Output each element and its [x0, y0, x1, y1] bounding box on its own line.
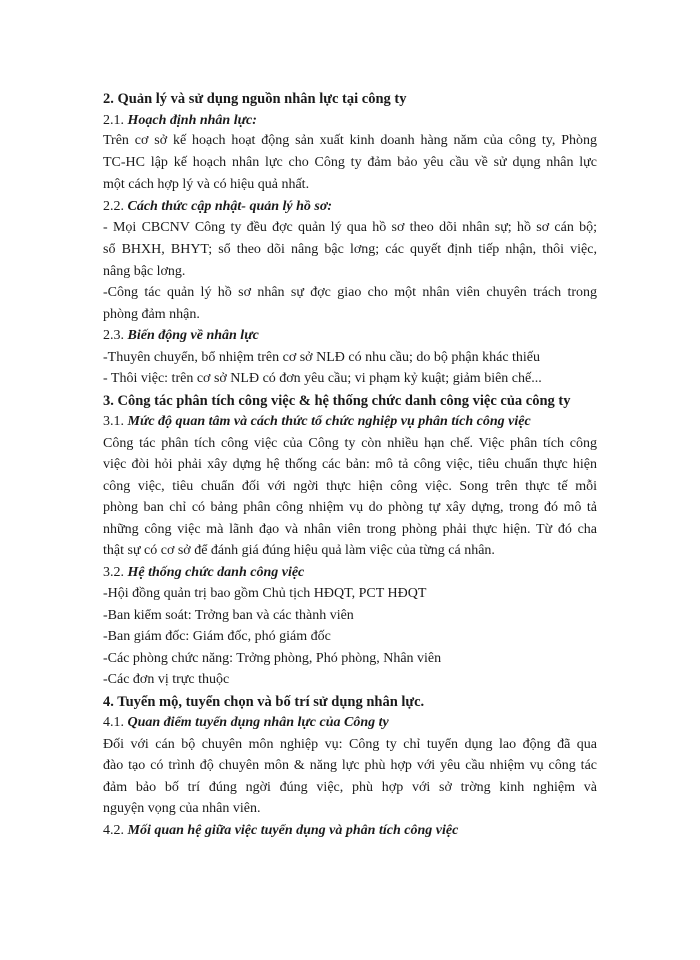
section-heading-2: 2. Quản lý và sử dụng nguồn nhân lực tại công ty — [103, 91, 407, 107]
subheading-title: Mức độ quan tâm và cách thức tổ chức nghiệp vụ phân tích công việc — [127, 414, 531, 429]
paragraph-line: nâng bậc lơng. — [103, 264, 186, 279]
subheading-2-3 — [103, 327, 259, 345]
subheading-title: Hệ thống chức danh công việc — [127, 565, 305, 580]
list-item: -Hội đồng quản trị bao gồm Chủ tịch HĐQT, PCT HĐQT — [103, 586, 427, 601]
subheading-4-2 — [103, 822, 458, 840]
paragraph-line: TC-HC lập kế hoạch nhân lực cho Công ty đảm bảo yêu cầu về sử dụng nhân lực — [103, 155, 597, 170]
paragraph-line: đào tạo có trình độ chuyên môn & năng lực phù hợp với yêu cầu nhiệm vụ công tác — [103, 758, 597, 773]
subheading-number: 2.1. — [103, 113, 124, 128]
paragraph-line: Công tác phân tích công việc của Công ty còn nhiều hạn chế. Việc phân tích công — [103, 436, 597, 451]
section-heading-4: 4. Tuyển mộ, tuyển chọn và bố trí sử dụng nhân lực. — [103, 694, 425, 710]
subheading-number: 2.2. — [103, 199, 124, 214]
subheading-number: 3.1. — [103, 414, 124, 429]
subheading-3-2 — [103, 564, 304, 582]
paragraph-line: - Mọi CBCNV Công ty đều đợc quản lý qua hồ sơ theo dõi nhân sự; hồ sơ cán bộ; — [103, 220, 597, 235]
subheading-title: Hoạch định nhân lực: — [127, 113, 257, 128]
list-item: -Ban giám đốc: Giám đốc, phó giám đốc — [103, 629, 331, 644]
subheading-title: Quan điểm tuyển dụng nhân lực của Công ty — [127, 715, 389, 730]
subheading-2-2 — [103, 198, 332, 216]
list-item: -Ban kiểm soát: Trởng ban và các thành viên — [103, 608, 354, 623]
subheading-number: 4.1. — [103, 715, 124, 730]
paragraph-line: phòng đảm nhận. — [103, 307, 200, 322]
paragraph-line: - Thôi việc: trên cơ sở NLĐ có đơn yêu cầu; vi phạm kỷ kuật; giảm biên chế... — [103, 371, 542, 386]
subheading-2-1 — [103, 112, 257, 130]
list-item: -Các đơn vị trực thuộc — [103, 672, 230, 687]
paragraph-line: một cách hợp lý và có hiệu quả nhất. — [103, 177, 310, 192]
subheading-number: 2.3. — [103, 328, 124, 343]
subheading-title: Mối quan hệ giữa việc tuyển dụng và phân tích công việc — [127, 823, 459, 838]
paragraph-line: công việc, tiêu chuẩn đối với ngời thực hiện công việc. Song trên thực tế mỗi — [103, 479, 597, 494]
paragraph-line: -Thuyên chuyển, bổ nhiệm trên cơ sở NLĐ có nhu cầu; do bộ phận khác thiếu — [103, 350, 541, 365]
subheading-number: 4.2. — [103, 823, 124, 838]
section-heading-3: 3. Công tác phân tích công việc & hệ thống chức danh công việc của công ty — [103, 393, 571, 409]
subheading-title: Cách thức cập nhật- quản lý hồ sơ: — [127, 199, 333, 214]
subheading-number: 3.2. — [103, 565, 124, 580]
subheading-title: Biến động về nhân lực — [127, 328, 259, 343]
subheading-4-1 — [103, 714, 389, 732]
paragraph-line: Trên cơ sở kế hoạch hoạt động sản xuất kinh doanh hàng năm của công ty, Phòng — [103, 133, 597, 148]
paragraph-line: sổ BHXH, BHYT; sổ theo dõi nâng bậc lơng; các quyết định tiếp nhận, thôi việc, — [103, 242, 597, 257]
paragraph-line: đảm bảo bố trí đúng ngời đúng việc, phù hợp với sở trờng kinh nghiệm và — [103, 780, 597, 795]
paragraph-line: -Công tác quản lý hồ sơ nhân sự đợc giao cho một nhân viên chuyên trách trong — [103, 285, 597, 300]
paragraph-line: nguyện vọng của nhân viên. — [103, 801, 261, 816]
paragraph-line: việc đòi hỏi phải xây dựng hệ thống các bản: mô tả công việc, tiêu chuẩn thực hiện — [103, 457, 597, 472]
paragraph-line: thật sự có cơ sở để đánh giá đúng hiệu quả làm việc của từng cá nhân. — [103, 543, 495, 558]
paragraph-line: phòng ban chỉ có bảng phân công nhiệm vụ do phòng tự xây dựng, trong đó mô tả — [103, 500, 597, 515]
list-item: -Các phòng chức năng: Trởng phòng, Phó phòng, Nhân viên — [103, 651, 442, 666]
paragraph-line: Đối với cán bộ chuyên môn nghiệp vụ: Công ty chỉ tuyển dụng lao động đã qua — [103, 737, 597, 752]
paragraph-line: những công việc mà lãnh đạo và nhân viên trong phòng phải thực hiện. Từ đó cha — [103, 522, 597, 537]
subheading-3-1 — [103, 413, 531, 431]
